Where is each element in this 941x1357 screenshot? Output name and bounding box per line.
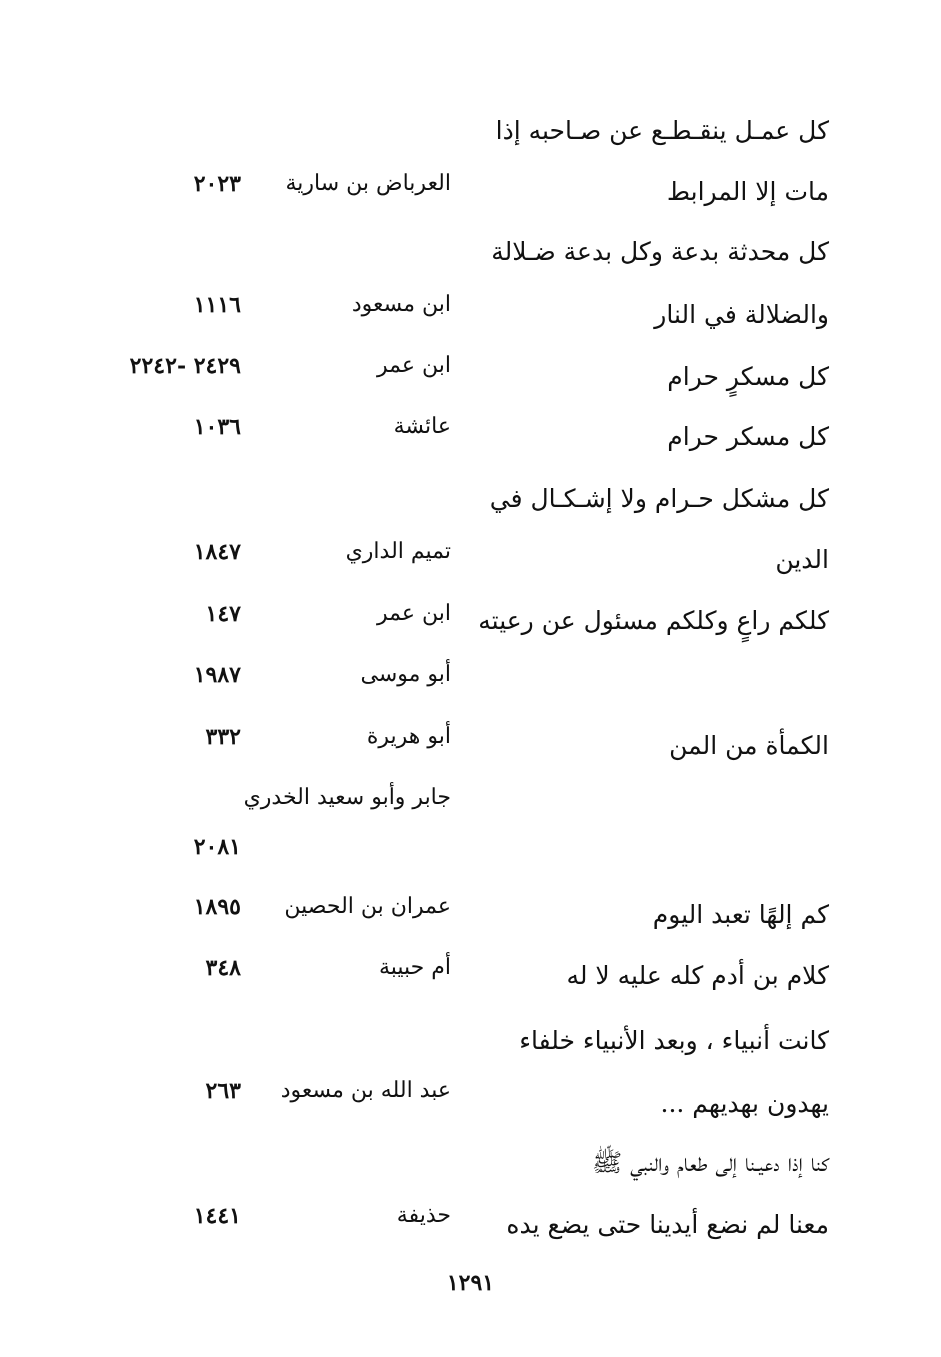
narrator-name: ابن عمر [377, 353, 451, 378]
hadith-line: كل محدثة بدعة وكل بدعة ضـلالة [491, 237, 829, 266]
hadith-number: ١٨٤٧ [193, 539, 241, 565]
hadith-number: ١٤٤١ [193, 1203, 241, 1229]
narrator-name: ابن مسعود [351, 292, 451, 317]
hadith-line: كل عمـل ينقـطـع عن صـاحبه إذا [495, 116, 829, 145]
hadith-line: معنا لم نضع أيدينا حتى يضع يده [506, 1210, 829, 1239]
hadith-number: ١٨٩٥ [193, 894, 241, 920]
narrator-name: عمران بن الحصين [284, 894, 451, 919]
hadith-number: ١٤٧ [205, 601, 241, 627]
hadith-line: كل مشكل حـرام ولا إشـكـال في [489, 484, 829, 513]
hadith-number: ١٠٣٦ [193, 414, 241, 440]
hadith-number: ٢٦٣ [205, 1078, 241, 1104]
hadith-line: كلام بن أدم كله عليه لا له [566, 961, 829, 990]
hadith-line: كانت أنبياء ، وبعد الأنبياء خلفاء [519, 1026, 829, 1055]
hadith-line: الدين [775, 545, 829, 574]
hadith-line: مات إلا المرابط [666, 177, 829, 206]
narrator-name: جابر وأبو سعيد الخدري [243, 785, 451, 810]
hadith-line: كل مسكر حرام [667, 422, 829, 451]
hadith-number: ٣٣٢ [205, 724, 241, 750]
hadith-line: كل مسكرٍ حرام [667, 362, 829, 391]
hadith-line: يهدون بهديهم ... [660, 1089, 829, 1118]
narrator-name: أبو هريرة [366, 724, 451, 749]
hadith-number: ١٩٨٧ [193, 662, 241, 688]
hadith-line: والضلالة في النار [654, 300, 829, 329]
hadith-line: كم إلهًا تعبد اليوم [652, 900, 829, 929]
narrator-name: عائشة [393, 414, 451, 439]
narrator-name: تميم الداري [345, 539, 451, 564]
hadith-line: كنا إذا دعيـنا إلى طعام والنبي ﷺ [591, 1148, 829, 1177]
hadith-number: ٢٠٨١ [193, 834, 241, 860]
narrator-name: العرباض بن سارية [285, 171, 451, 196]
narrator-name: أبو موسى [360, 662, 451, 687]
narrator-name: حذيفة [396, 1203, 451, 1228]
narrator-name: أم حبيبة [378, 955, 451, 980]
hadith-number: ٣٤٨ [205, 955, 241, 981]
hadith-line: الكمأة من المن [669, 731, 829, 760]
page-number: ١٢٩١ [446, 1270, 495, 1296]
hadith-number: ٢٤٢٩ -٢٢٤٢ [129, 353, 241, 379]
hadith-number: ٢٠٢٣ [193, 171, 241, 197]
narrator-name: ابن عمر [377, 601, 451, 626]
hadith-number: ١١١٦ [193, 292, 241, 318]
narrator-name: عبد الله بن مسعود [280, 1078, 451, 1103]
hadith-line: كلكم راعٍ وكلكم مسئول عن رعيته [478, 606, 829, 635]
